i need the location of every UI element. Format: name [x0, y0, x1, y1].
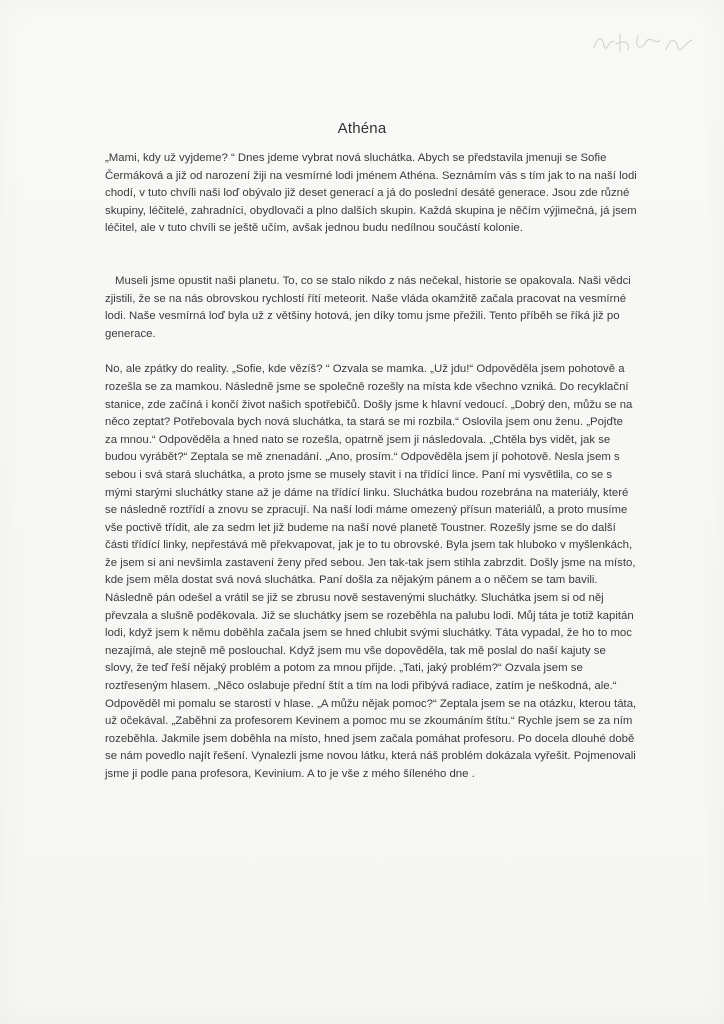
- paragraph-story: No, ale zpátky do reality. „Sofie, kde vězíš? “ Ozvala se mamka. „Už jdu!“ Odpověděla jsem pohotově a rozešla se za mamkou. Následně jsme se společně rozešly na místa kde všechno vzniká. Do recyklační stanice, zde začíná i končí život našich spotřebičů. Došly jsme k hlavní vedoucí. „Dobrý den, můžu se na něco zeptat? Potřebovala bych nová sluchátka, ta stará se mi rozbila.“ Oslovila jsem onu ženu. „Pojďte za mnou.“ Odpověděla a hned nato se rozešla, opatrně jsem ji následovala. „Chtěla bys vidět, jak se budou vyrábět?“ Zeptala se mě znenadání. „Ano, prosím.“ Odpověděla jsem jí pohotově. Nesla jsem s sebou i svá stará sluchátka, a proto jsme se musely stavit i na třídící lince. Paní mi vysvětlila, co se s mými starými sluchátky stane až je dáme na třídící linku. Sluchátka budou rozebrána na materiály, které se následně roztřídí a znovu se zpracují. Na naší lodi máme omezený přísun materiálů, a proto musíme vše poctivě třídit, ale za sedm let již budeme na naší nové planetě Toustner. Rozešly jsme se do další části třídící linky, nepřestává mě překvapovat, jak je to tu obrovské. Byla jsem tak hluboko v myšlenkách, že jsem si ani nevšimla zastavení ženy před sebou. Jen tak-tak jsem stihla zabrzdit. Došly jsme na místo, kde jsem měla dostat svá nová sluchátka. Paní došla za nějakým pánem a o něčem se tam bavili. Následně pán odešel a vrátil se již se zbrusu nově sestavenými sluchátky. Sluchátka jsem si od něj převzala a slušně poděkovala. Již se sluchátky jsem se rozeběhla na palubu lodi. Můj táta je totiž kapitán lodi, když jsem k němu doběhla začala jsem se hned chlubit svými sluchátky. Táta vypadal, že ho to moc nezajímá, ale stejně mě poslouchal. Když jsem mu vše dopověděla, tak mě poslal do naší kajuty se slovy, že teď řeší nějaký problém a potom za mnou přijde. „Tati, jaký problém?“ Ozvala jsem se roztřeseným hlasem. „Něco oslabuje přední štít a tím na lodi přibývá radiace, zatím je neškodná, ale.“ Odpověděl mi pomalu se starostí v hlase. „A můžu nějak pomoc?“ Zeptala jsem se na otázku, kterou táta, už očekával. „Zaběhni za profesorem Kevinem a pomoc mu se zkoumáním štítu.“ Rychle jsem se za ním rozeběhla. Jakmile jsem doběhla na místo, hned jsem začala pomáhat profesoru. Po docela dlouhé době se nám povedlo najít řešení. Vynalezli jsme novou látku, která náš problém dokázala vyřešit. Pojmenovali jsme ji podle pana profesora, Kevinium. A to je vše z mého šíleného dne .: [105, 363, 637, 780]
- handwritten-note-mark: [590, 28, 700, 56]
- paragraph-backstory: Museli jsme opustit naši planetu. To, co se stalo nikdo z nás nečekal, historie se opakovala. Naši vědci zjistili, že se na nás obrovskou rychlostí řítí meteorit. Naše vláda okamžitě začala pracovat na vesmírné lodi. Naše vesmírná loď byla už z většiny hotová, jen díky tomu jsme přežili. Tento příběh se říká již po generace.: [105, 274, 631, 340]
- document-title: Athéna: [337, 120, 387, 137]
- paragraph-intro: „Mami, kdy už vyjdeme? “ Dnes jdeme vybrat nová sluchátka. Abych se představila jmenuji se Sofie Čermáková a již od narození žiji na vesmírné lodi jménem Athéna. Seznámím vás s tím jak to na naší lodi chodí, v tuto chvíli naši loď obývalo již deset generací a já do poslední desáté generace. Jsou zde různé skupiny, léčitelé, zahradníci, obydlovači a plno dalších skupin. Každá skupina je něčím výjimečná, já jsem léčitel, ale v tuto chvíli se ještě učím, avšak jednou budu nedílnou součástí kolonie.: [105, 152, 637, 235]
- document-body: [105, 150, 637, 784]
